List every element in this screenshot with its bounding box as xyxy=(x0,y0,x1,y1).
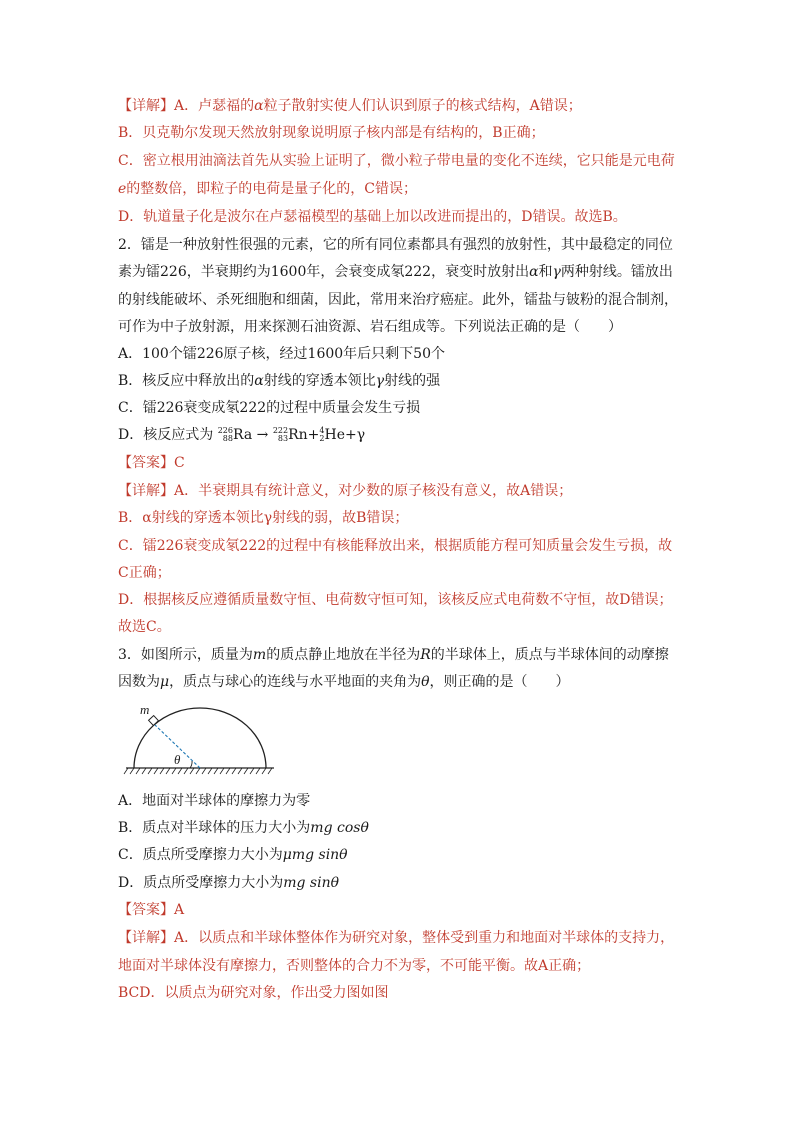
q3-option-a: A．地面对半球体的摩擦力为零 xyxy=(118,793,311,809)
q1-analysis-b: B．贝克勒尔发现天然放射现象说明原子核内部是有结构的，B正确； xyxy=(118,125,545,141)
mass-block xyxy=(149,716,159,726)
q2-option-d: D．核反应式为 226 88Ra → 222 83Rn+4 2He+γ xyxy=(118,426,366,443)
fig-label-theta: θ xyxy=(174,752,181,767)
q2-analysis-a: 【详解】A．半衰期具有统计意义，对少数的原子核没有意义，故A错误； xyxy=(118,483,573,499)
q3-analysis-a1: 【详解】A．以质点和半球体整体作为研究对象，整体受到重力和地面对半球体的支持力， xyxy=(118,930,675,946)
q2-analysis-d: D．根据核反应遵循质量数守恒、电荷数守恒可知，该核反应式电荷数不守恒，故D错误； xyxy=(118,592,673,608)
q2-analysis-choose: 故选C。 xyxy=(118,619,171,635)
q2-option-b: B．核反应中释放出的α射线的穿透本领比γ射线的强 xyxy=(118,373,441,389)
q3-option-b: B．质点对半球体的压力大小为mg cosθ xyxy=(118,820,369,836)
q3-analysis-bcd: BCD．以质点为研究对象，作出受力图如图 xyxy=(118,985,389,1001)
q1-analysis-d: D．轨道量子化是波尔在卢瑟福模型的基础上加以改进而提出的，D错误。故选B。 xyxy=(118,209,627,225)
q1-analysis-c2: e的整数倍，即粒子的电荷是量子化的，C错误； xyxy=(118,181,418,197)
q3-answer: 【答案】A xyxy=(118,902,185,918)
q2-stem-3: 的射线能破坏、杀死细胞和细菌，因此，常用来治疗癌症。此外，镭盐与铍粉的混合制剂， xyxy=(118,292,678,308)
nuclear-equation: 226 88Ra → 222 83Rn+4 2He+γ xyxy=(217,426,366,443)
q3-stem-1: 3．如图所示，质量为m的质点静止地放在半径为R的半球体上，质点与半球体间的动摩擦 xyxy=(118,647,669,663)
q3-stem-2: 因数为μ，质点与球心的连线与水平地面的夹角为θ，则正确的是（ ） xyxy=(118,674,570,690)
q2-analysis-c1: C．镭226衰变成氡222的过程中有核能释放出来，根据质能方程可知质量会发生亏损，故 xyxy=(118,538,673,554)
q2-analysis-c2: C正确； xyxy=(118,565,171,581)
q2-option-c: C．镭226衰变成氡222的过程中质量会发生亏损 xyxy=(118,400,421,416)
q2-stem-4: 可作为中子放射源，用来探测石油资源、岩石组成等。下列说法正确的是（ ） xyxy=(118,319,622,335)
q3-analysis-a2: 地面对半球体没有摩擦力，否则整体的合力不为零，不可能平衡。故A正确； xyxy=(118,958,591,974)
q3-option-c: C．质点所受摩擦力大小为μmg sinθ xyxy=(118,847,348,863)
q1-analysis-c1: C．密立根用油滴法首先从实验上证明了，微小粒子带电量的变化不连续，它只能是元电荷 xyxy=(118,153,675,169)
q3-option-d: D．质点所受摩擦力大小为mg sinθ xyxy=(118,875,340,891)
q2-option-a: A．100个镭226原子核，经过1600年后只剩下50个 xyxy=(118,346,445,362)
fig-label-m: m xyxy=(140,702,150,717)
angle-arc xyxy=(190,761,192,768)
q2-stem-1: 2．镭是一种放射性很强的元素，它的所有同位素都具有强烈的放射性，其中最稳定的同位 xyxy=(118,237,673,253)
q2-answer: 【答案】C xyxy=(118,455,185,471)
q2-stem-2: 素为镭226，半衰期约为1600年，会衰变成氡222，衰变时放射出α和γ两种射线。镭放出 xyxy=(118,264,673,280)
ground-hatching xyxy=(124,768,272,774)
q1-analysis-a: 【详解】A．卢瑟福的α粒子散射实使人们认识到原子的核式结构，A错误； xyxy=(118,98,582,114)
q2-analysis-b: B．α射线的穿透本领比γ射线的弱，故B错误； xyxy=(118,510,409,526)
hemisphere-diagram xyxy=(122,700,282,778)
